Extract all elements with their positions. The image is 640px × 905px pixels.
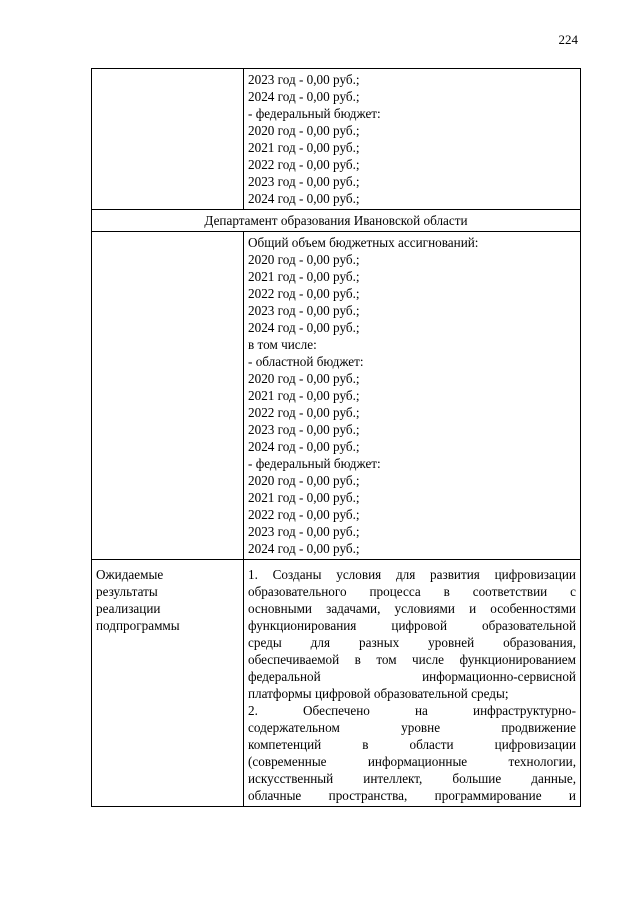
result-line: (современные информационные технологии, xyxy=(248,754,576,769)
result-line: искусственный интеллект, большие данные, xyxy=(248,771,576,786)
budget-line: - областной бюджет: xyxy=(248,354,364,369)
table-row xyxy=(92,210,581,232)
result-line: 2. Обеспечено на инфраструктурно- xyxy=(248,703,576,718)
budget-line: 2023 год - 0,00 руб.; xyxy=(248,422,360,437)
budget-line: 2023 год - 0,00 руб.; xyxy=(248,524,360,539)
budget-line: 2020 год - 0,00 руб.; xyxy=(248,252,360,267)
result-line: компетенций в области цифровизации xyxy=(248,737,576,752)
label-line: подпрограммы xyxy=(96,618,180,633)
budget-line: 2022 год - 0,00 руб.; xyxy=(248,157,360,172)
result-line: среды для разных уровней образования, xyxy=(248,635,576,650)
budget-line: 2022 год - 0,00 руб.; xyxy=(248,507,360,522)
table-row xyxy=(92,560,581,807)
budget-line: 2021 год - 0,00 руб.; xyxy=(248,269,360,284)
result-line: основными задачами, условиями и особенностями xyxy=(248,601,576,616)
budget-line: 2024 год - 0,00 руб.; xyxy=(248,89,360,104)
expected-results-label xyxy=(92,560,244,807)
budget-line: 2022 год - 0,00 руб.; xyxy=(248,405,360,420)
budget-line: 2024 год - 0,00 руб.; xyxy=(248,541,360,556)
label-cell-empty xyxy=(92,232,244,560)
budget-line: 2020 год - 0,00 руб.; xyxy=(248,123,360,138)
budget-line: 2021 год - 0,00 руб.; xyxy=(248,490,360,505)
label-line: результаты xyxy=(96,584,158,599)
budget-line: в том числе: xyxy=(248,337,317,352)
budget-line: 2023 год - 0,00 руб.; xyxy=(248,72,360,87)
result-line: содержательном уровне продвижение xyxy=(248,720,576,735)
expected-results-text xyxy=(244,560,581,807)
result-line: федеральной информационно-сервисной xyxy=(248,669,576,684)
budget-line: Общий объем бюджетных ассигнований: xyxy=(248,235,479,250)
budget-line: 2024 год - 0,00 руб.; xyxy=(248,191,360,206)
budget-line: 2021 год - 0,00 руб.; xyxy=(248,388,360,403)
subprogram-table xyxy=(91,68,581,807)
budget-line: 2023 год - 0,00 руб.; xyxy=(248,174,360,189)
budget-cell xyxy=(244,232,581,560)
label-line: реализации xyxy=(96,601,161,616)
table-row xyxy=(92,69,581,210)
budget-line: - федеральный бюджет: xyxy=(248,106,381,121)
department-heading: Департамент образования Ивановской области xyxy=(92,210,581,232)
budget-line: - федеральный бюджет: xyxy=(248,456,381,471)
result-line: 1. Созданы условия для развития цифровизации xyxy=(248,567,576,582)
table-row xyxy=(92,232,581,560)
label-line: Ожидаемые xyxy=(96,567,164,582)
result-line: платформы цифровой образовательной среды; xyxy=(248,686,509,701)
budget-line: 2021 год - 0,00 руб.; xyxy=(248,140,360,155)
page-number: 224 xyxy=(558,32,578,47)
budget-line: 2020 год - 0,00 руб.; xyxy=(248,371,360,386)
label-cell-empty xyxy=(92,69,244,210)
result-line: обеспечиваемой в том числе функционированием xyxy=(248,652,576,667)
result-line: функционирования цифровой образовательной xyxy=(248,618,576,633)
budget-line: 2024 год - 0,00 руб.; xyxy=(248,320,360,335)
budget-line: 2022 год - 0,00 руб.; xyxy=(248,286,360,301)
budget-cell-continued xyxy=(244,69,581,210)
budget-line: 2023 год - 0,00 руб.; xyxy=(248,303,360,318)
result-line: образовательного процесса в соответствии с xyxy=(248,584,576,599)
result-line: облачные пространства, программирование и xyxy=(248,788,576,803)
budget-line: 2024 год - 0,00 руб.; xyxy=(248,439,360,454)
budget-line: 2020 год - 0,00 руб.; xyxy=(248,473,360,488)
